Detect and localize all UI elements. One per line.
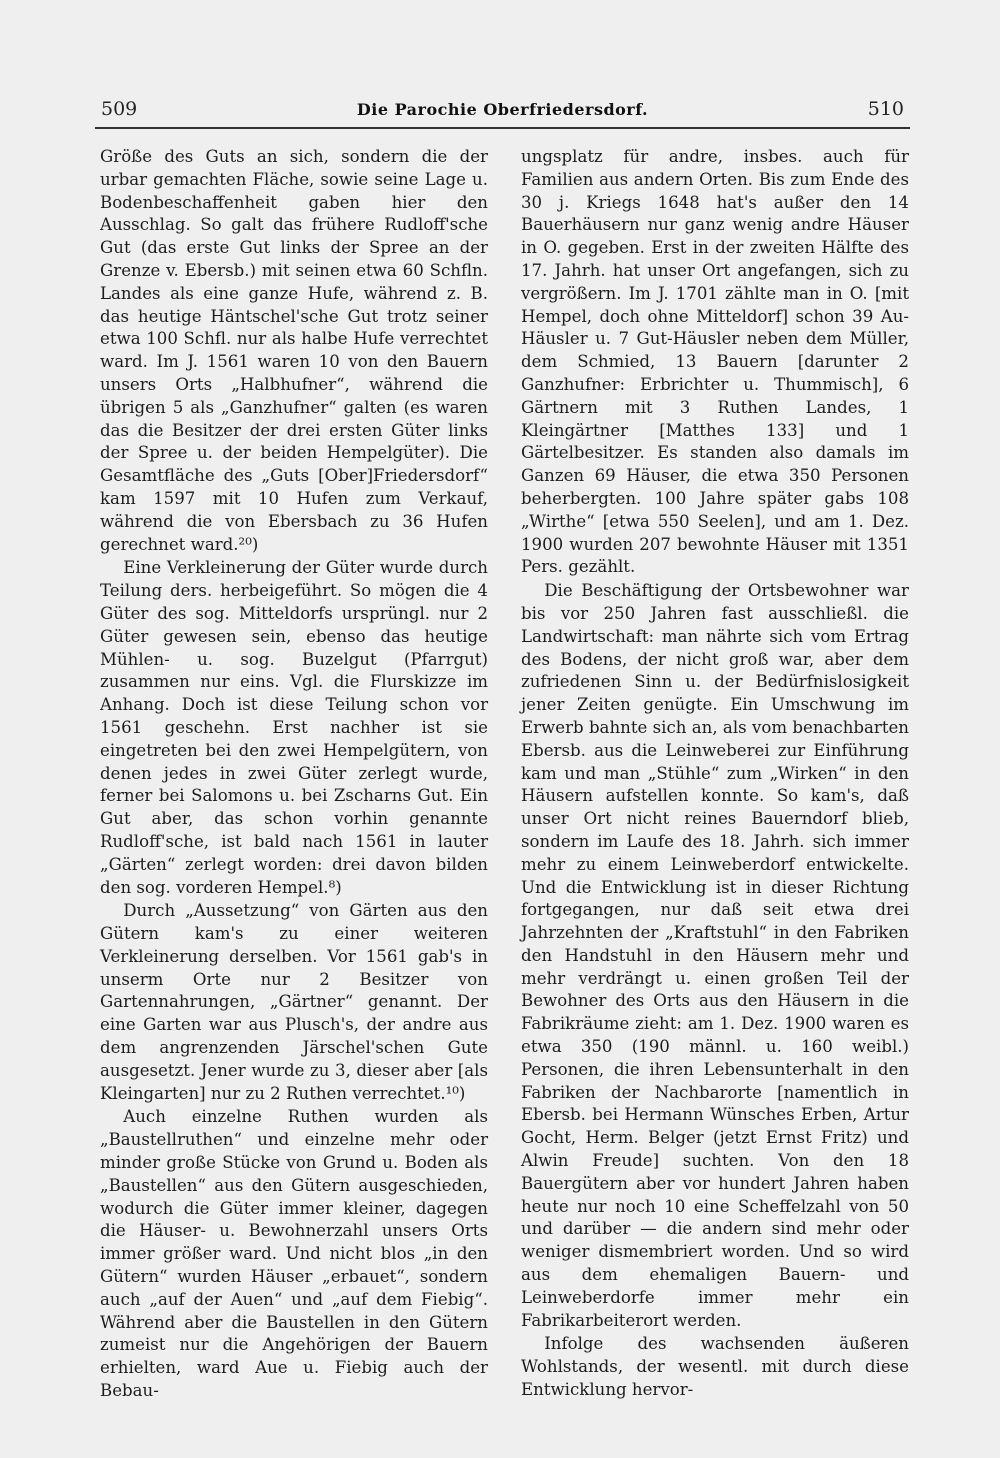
running-title: Die Parochie Oberfriedersdorf. — [356, 100, 649, 119]
paragraph: Eine Verkleinerung der Güter wurde durch Teilung ders. herbeigeführt. So mögen die 4 Güter des sog. Mitteldorfs ursprüngl. nur 2 Güter gewesen sein, ebenso das heutige Mühlen- u. sog. Buzelgut (Pfarrgut) zusammen nur eins. Vgl. die Flurskizze im Anhang. Doch ist diese Teilung schon vor 1561 geschehn. Erst nachher ist sie eingetreten bei den zwei Hempelgütern, von denen jedes in zwei Güter zerlegt wurde, ferner bei Salomons u. bei Zscharns Gut. Ein Gut aber, das schon vorhin genannte Rudloff'sche, ist bald nach 1561 in lauter „Gärten“ zerlegt worden: drei davon bilden den sog. vorderen Hempel.⁸) — [100, 558, 488, 897]
header-rule — [95, 127, 910, 129]
paragraph: Größe des Guts an sich, sondern die der urbar gemachten Fläche, sowie seine Lage u. Bodenbeschaffenheit gaben hier den Ausschlag. So galt das frühere Rudloff'sche Gut (das erste Gut links der Spree an der Grenze v. Ebersb.) mit seinen etwa 60 Schfln. Landes als eine ganze Hufe, während z. B. das heutige Häntschel'sche Gut trotz seiner etwa 100 Schfl. nur als halbe Hufe verrechtet ward. Im J. 1561 waren 10 von den Bauern unsers Orts „Halbhufner“, während die übrigen 5 als „Ganzhufner“ galten (es waren das die Besitzer der drei ersten Güter links der Spree u. der beiden Hempelgüter). Die Gesamtfläche des „Guts [Ober]Friedersdorf“ kam 1597 mit 10 Hufen zum Verkauf, während die von Ebersbach zu 36 Hufen gerechnet ward.²⁰) — [100, 147, 488, 554]
paragraph: ungsplatz für andre, insbes. auch für Familien aus andern Orten. Bis zum Ende des 30 j. Kriegs 1648 hat's außer den 14 Bauerhäusern nur ganz wenig andre Häuser in O. gegeben. Erst in der zweiten Hälfte des 17. Jahrh. hat unser Ort angefangen, sich zu vergrößern. Im J. 1701 zählte man in O. [mit Hempel, doch ohne Mitteldorf] schon 39 Au-Häusler u. 7 Gut-Häusler neben dem Müller, dem Schmied, 13 Bauern [darunter 2 Ganzhufner: Erbrichter u. Thummisch], 6 Gärtnern mit 3 Ruthen Landes, 1 Kleingärtner [Matthes 133] und 1 Gärtelbesitzer. Es standen also damals im Ganzen 69 Häuser, die etwa 350 Personen beherbergten. 100 Jahre später gabs 108 „Wirthe“ [etwa 550 Seelen], und am 1. Dez. 1900 wurden 207 bewohnte Häuser mit 1351 Pers. gezählt. — [521, 147, 909, 577]
paragraph: Durch „Aussetzung“ von Gärten aus den Gütern kam's zu einer weiteren Verkleinerung derselben. Vor 1561 gab's in unserm Orte nur 2 Besitzer von Gartennahrungen, „Gärtner“ genannt. Der eine Garten war aus Plusch's, der andre aus dem angrenzenden Järschel'schen Gute ausgesetzt. Jener wurde zu 3, dieser aber [als Kleingarten] nur zu 2 Ruthen verrechtet.¹⁰) — [100, 901, 488, 1103]
paragraph: Auch einzelne Ruthen wurden als „Baustellruthen“ und einzelne mehr oder minder große Stücke von Grund u. Boden als „Baustellen“ aus den Gütern ausgeschieden, wodurch die Güter immer kleiner, dagegen die Häuser- u. Bewohnerzahl unsers Orts immer größer ward. Und nicht blos „in den Gütern“ wurden Häuser „erbauet“, sondern auch „auf der Auen“ und „auf dem Fiebig“. Während aber die Baustellen in den Gütern zumeist nur die Angehörigen der Bauern erhielten, ward Aue u. Fiebig auch der Bebau- — [100, 1107, 488, 1401]
paragraph: Die Beschäftigung der Ortsbewohner war bis vor 250 Jahren fast ausschließl. die Landwirtschaft: man nährte sich vom Ertrag des Bodens, der nicht groß war, aber dem zufriedenen Sinn u. der Bedürfnislosigkeit jener Zeiten genügte. Ein Umschwung im Erwerb bahnte sich an, als vom benachbarten Ebersb. aus die Leinweberei zur Einführung kam und man „Stühle“ zum „Wirken“ in den Häusern aufstellen konnte. So kam's, daß unser Ort nicht reines Bauerndorf blieb, sondern im Laufe des 18. Jahrh. sich immer mehr zu einem Leinweberdorf entwickelte. Und die Entwicklung ist in dieser Richtung fortgegangen, nur daß seit etwa drei Jahrzehnten der „Kraftstuhl“ in den Fabriken den Handstuhl in den Häusern mehr und mehr verdrängt u. einen großen Teil der Bewohner des Orts aus den Häusern in die Fabrikräume zieht: am 1. Dez. 1900 waren es etwa 350 (190 männl. u. 160 weibl.) Personen, die ihren Lebensunterhalt in den Fabriken der Nachbarorte [namentlich in Ebersb. bei Hermann Wünsches Erben, Artur Gocht, Herm. Belger (jetzt Ernst Fritz) und Alwin Freude] suchten. Von den 18 Bauergütern aber vor hundert Jahren haben heute nur noch 10 eine Scheffelzahl von 50 und darüber — die andern sind mehr oder weniger dismembriert worden. Und so wird aus dem ehemaligen Bauern- und Leinweberdorfe immer mehr ein Fabrikarbeiterort werden. — [521, 581, 909, 1330]
right-column — [521, 146, 909, 1402]
page-number-left: 509 — [101, 98, 138, 120]
paragraph: Infolge des wachsenden äußeren Wohlstands, der wesentl. mit durch diese Entwicklung hervor- — [521, 1334, 909, 1400]
page-number-right: 510 — [867, 98, 904, 120]
left-column — [100, 146, 488, 1403]
running-header — [95, 96, 910, 132]
